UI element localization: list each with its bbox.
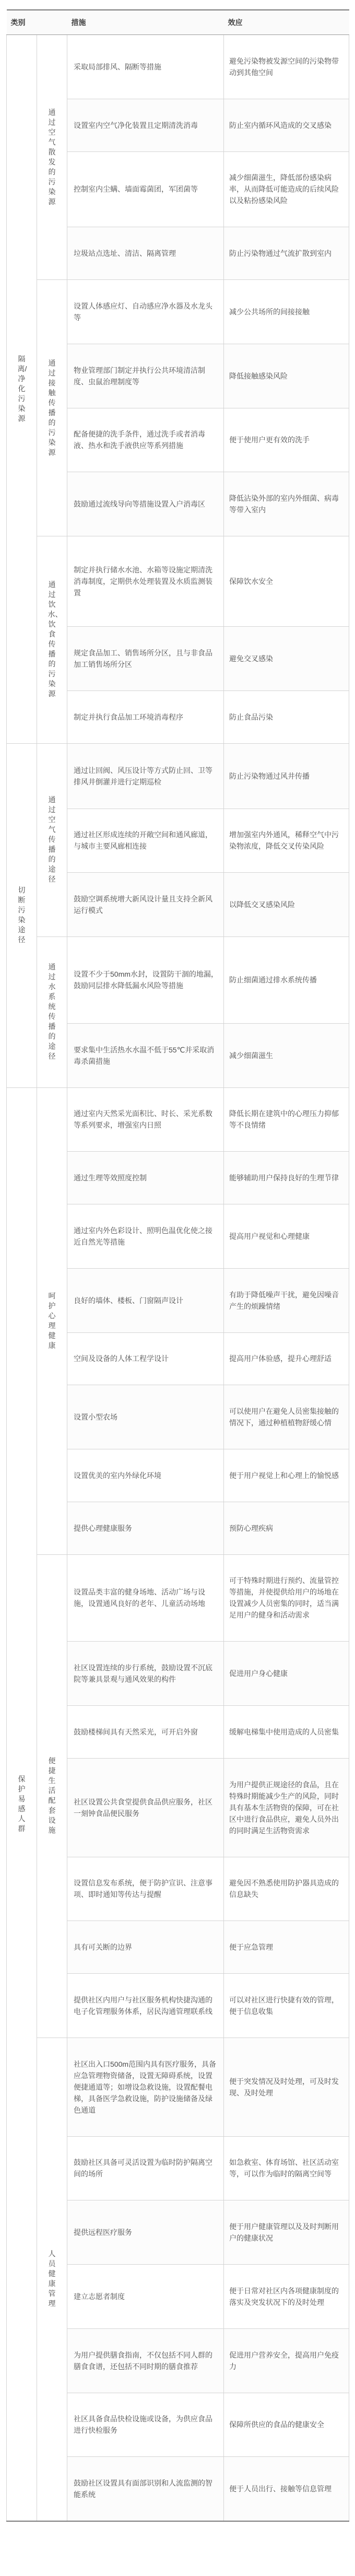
category-label: 切断污染途径 (18, 886, 26, 944)
measure-cell: 具有可关断的边界 (67, 1921, 224, 1974)
subcategory-label: 人员健康管理 (48, 2250, 56, 2308)
measure-cell: 要求集中生活热水水温不低于55℃并采取消毒杀菌措施 (67, 1023, 224, 1087)
measure-cell: 设置室内空气净化装置且定期清洗消毒 (67, 99, 224, 151)
category-cell (7, 35, 37, 744)
measure-cell: 通过社区形成连续的开敞空间和通风廊道，与城市主要风廊相连接 (67, 809, 224, 873)
measure-cell: 制定并执行储水水池、水箱等设施定期清洗消毒制度，定期供水处理装置及水质监测装置 (67, 536, 224, 627)
subcategory-cell (37, 536, 67, 744)
effect-cell: 促进用户营养安全，提高用户免疫力 (224, 2328, 349, 2393)
effect-cell: 避免因不熟悉使用防护器具造成的信息缺失 (224, 1857, 349, 1921)
effect-cell: 便于使用户更有效的洗手 (224, 408, 349, 472)
effect-cell: 保障饮水安全 (224, 536, 349, 627)
measure-cell: 鼓励社区具备可灵活设置为临时防护隔离空间的场所 (67, 2136, 224, 2200)
effect-cell: 便于日常对社区内各项健康制度的落实及突发状况下的及时处理 (224, 2265, 349, 2329)
effect-cell: 可于特殊时期进行预约、流量管控等措施，并使提供给用户的场地在设置减少人员密集的同时，适当满足用户的健身和活动需求 (224, 1554, 349, 1642)
measure-cell: 鼓励社区设置具有面部识别和人流监测的智能系统 (67, 2457, 224, 2521)
effect-cell: 以降低交叉感染风险 (224, 873, 349, 937)
category-label: 隔离/净化污染源 (17, 354, 27, 423)
subcategory-label: 通过水系统传播的途径 (48, 963, 56, 1061)
effect-cell: 便于应急管理 (224, 1921, 349, 1974)
effect-cell: 降低长期在建筑中的心理压力抑郁等不良情绪 (224, 1087, 349, 1152)
header-category: 类别 (7, 10, 37, 35)
effect-cell: 防止污染物通过气流扩散到室内 (224, 227, 349, 280)
effect-cell: 防止污染物通过风井传播 (224, 743, 349, 809)
measure-cell: 空间及设备的人体工程学设计 (67, 1332, 224, 1385)
effect-cell: 保障所供应的食品的健康安全 (224, 2393, 349, 2457)
measure-cell: 通过让回阀、风压设计等方式防止回、卫等排风井倒灌并进行定期巡检 (67, 743, 224, 809)
effect-cell: 便于突发情况及时处理，可及时发现、及时处理 (224, 2038, 349, 2136)
subcategory-cell (37, 280, 67, 536)
measure-cell: 良好的墙体、楼板、门窗隔声设计 (67, 1268, 224, 1332)
subcategory-cell (37, 35, 67, 280)
effect-cell: 为用户提供正规途径的食品，且在特殊时期能减少生产的风险，同时具有基本生活物资的保障，可在社区中进行食品供应，避免人员外出的同时满足生活物资需求 (224, 1758, 349, 1857)
measure-cell: 通过室内天然采光面积比、时长、采光系数等系列要求，增强室内日照 (67, 1087, 224, 1152)
measure-cell: 采取局部排风、隔断等措施 (67, 35, 224, 99)
effect-cell: 有助于降低噪声干扰，避免因噪音产生的烦躁情绪 (224, 1268, 349, 1332)
header-subcategory (37, 10, 67, 35)
effect-cell: 减少细菌滋生 (224, 1023, 349, 1087)
table-row (7, 1554, 349, 1642)
category-label: 保护易感人群 (18, 1774, 26, 1833)
measure-cell: 社区出入口500m范围内具有医疗服务，具备应急管理物资储备，设置无障碍系统，设置便捷通道等；如增设急救设施，设置配餐电梯，具备医学急救设施，防护设施储备及绿色通道 (67, 2038, 224, 2136)
effect-cell: 减少细菌滋生，降低部份感染病率，从而降低可能造成的后续风险以及粘扮感染风险 (224, 151, 349, 227)
table-row (7, 743, 349, 809)
subcategory-label: 通过接触传播的污染源 (48, 358, 56, 456)
measure-cell: 通过生理等效照度控制 (67, 1152, 224, 1204)
category-cell (7, 743, 37, 1087)
table-row (7, 536, 349, 627)
table-row (7, 937, 349, 1024)
effect-cell: 如急救室、体育场馆、社区活动室等，可以作为临时的隔离空间等 (224, 2136, 349, 2200)
measures-table (6, 9, 349, 2522)
measure-cell: 控制室内尘螨、墙面霉菌团，军团菌等 (67, 151, 224, 227)
subcategory-label: 通过空气散发的污染源 (48, 108, 56, 206)
subcategory-cell (37, 743, 67, 936)
measure-cell: 提供社区内用户与社区服务机构快捷沟通的电子化管理服务体系，居民沟通管理联系线 (67, 1974, 224, 2038)
measure-cell: 为用户提供膳食指南，不仅包括不同人群的膳食食谱，还包括不同时期的膳食推荐 (67, 2328, 224, 2393)
effect-cell: 避免交叉感染 (224, 627, 349, 691)
measure-cell: 社区设置公共食堂提供食品供应服务，社区一刻钟食品便民服务 (67, 1758, 224, 1857)
measure-cell: 设置不少于50mm水封，设置防干涸的地漏，鼓励同层排水降低漏水风险等措施 (67, 937, 224, 1024)
table-row (7, 35, 349, 99)
effect-cell: 防止细菌通过排水系统传播 (224, 937, 349, 1024)
subcategory-cell (37, 1087, 67, 1554)
measure-cell: 规定食品加工、销售场所分区，且与非食品加工销售场所分区 (67, 627, 224, 691)
category-cell (7, 1087, 37, 2521)
effect-cell: 便于用户视觉上和心理上的愉悦感 (224, 1449, 349, 1502)
table-row (7, 2038, 349, 2136)
measure-cell: 通过室内外色彩设计、照明色温优化使之接近自然光等措施 (67, 1204, 224, 1269)
measure-cell: 制定并执行食品加工环境消毒程序 (67, 691, 224, 744)
measure-cell: 提供心理健康服务 (67, 1502, 224, 1554)
effect-cell: 提高用户体验感，提升心理舒适 (224, 1332, 349, 1385)
effect-cell: 降低沾染外部的室内外细菌、病毒等带入室内 (224, 472, 349, 536)
measure-cell: 设置品类丰富的健身场地、活动广场与设施，设置通风良好的老年、儿童活动场地 (67, 1554, 224, 1642)
effect-cell: 缓解电梯集中使用造成的人员密集 (224, 1706, 349, 1759)
subcategory-label: 便捷生活配套设施 (48, 1757, 56, 1835)
header-measure: 措施 (67, 10, 224, 35)
effect-cell: 便于人员出行、接触等信息管理 (224, 2457, 349, 2521)
table-header-row (7, 10, 349, 35)
subcategory-label: 呵护心理健康 (48, 1291, 56, 1350)
effect-cell: 预防心理疾病 (224, 1502, 349, 1554)
effect-cell: 防止室内循环风造成的交叉感染 (224, 99, 349, 151)
effect-cell: 减少公共场所的间接接触 (224, 280, 349, 344)
measure-cell: 设置优美的室内外绿化环境 (67, 1449, 224, 1502)
effect-cell: 降低接触感染风险 (224, 344, 349, 408)
measure-cell: 社区设置连续的步行系统，鼓励设置不沉底院等兼具景观与通风效果的构件 (67, 1642, 224, 1706)
subcategory-cell (37, 2038, 67, 2521)
effect-cell: 增加强室内外通风，稀释空气中污染物浓度，降低交叉传染风险 (224, 809, 349, 873)
measure-cell: 鼓励通过流线导向等措施设置入户消毒区 (67, 472, 224, 536)
measure-cell: 设置小型农场 (67, 1385, 224, 1449)
measure-cell: 提供远程医疗服务 (67, 2200, 224, 2265)
subcategory-cell (37, 1554, 67, 2038)
table-row (7, 280, 349, 344)
subcategory-label: 通过空气传播的途径 (48, 795, 56, 884)
table-row (7, 1087, 349, 1152)
effect-cell: 便于用户健康管理以及及时判断用户的健康状况 (224, 2200, 349, 2265)
measure-cell: 设置人体感应灯、自动感应净水器及水龙头等 (67, 280, 224, 344)
subcategory-cell (37, 937, 67, 1088)
measure-cell: 配备便捷的洗手条件，通过洗手或者消毒液、热水和洗手液供应等系列措施 (67, 408, 224, 472)
measure-cell: 垃圾站点选址、清洁、隔离管理 (67, 227, 224, 280)
effect-cell: 促进用户身心健康 (224, 1642, 349, 1706)
header-effect: 效应 (224, 10, 349, 35)
effect-cell: 可以使用户在避免人员密集接触的情况下，通过种植植物舒缓心情 (224, 1385, 349, 1449)
table-body (7, 35, 349, 2522)
effect-cell: 可以对社区进行快捷有效的管理，便于信息收集 (224, 1974, 349, 2038)
measure-cell: 社区具备食品快检设施或设备，为供应食品进行快检服务 (67, 2393, 224, 2457)
measure-cell: 物业管理部门制定并执行公共环境清洁制度、虫鼠治理制度等 (67, 344, 224, 408)
measure-cell: 设置信息发布系统，便于防护宣识、注意事项、即时通知等传达与提醒 (67, 1857, 224, 1921)
effect-cell: 能够辅助用户保持良好的生理节律 (224, 1152, 349, 1204)
measure-cell: 建立志愿者制度 (67, 2265, 224, 2329)
effect-cell: 提高用户视觉和心理健康 (224, 1204, 349, 1269)
measure-cell: 鼓励楼梯间具有天然采光，可开启外窗 (67, 1706, 224, 1759)
subcategory-label: 通过饮水、饮食传播的污染源 (48, 580, 63, 698)
effect-cell: 防止食品污染 (224, 691, 349, 744)
measure-cell: 鼓励空调系统增大新风设计量且支持全新风运行模式 (67, 873, 224, 937)
effect-cell: 避免污染物被发源空间的污染物带动到其他空间 (224, 35, 349, 99)
